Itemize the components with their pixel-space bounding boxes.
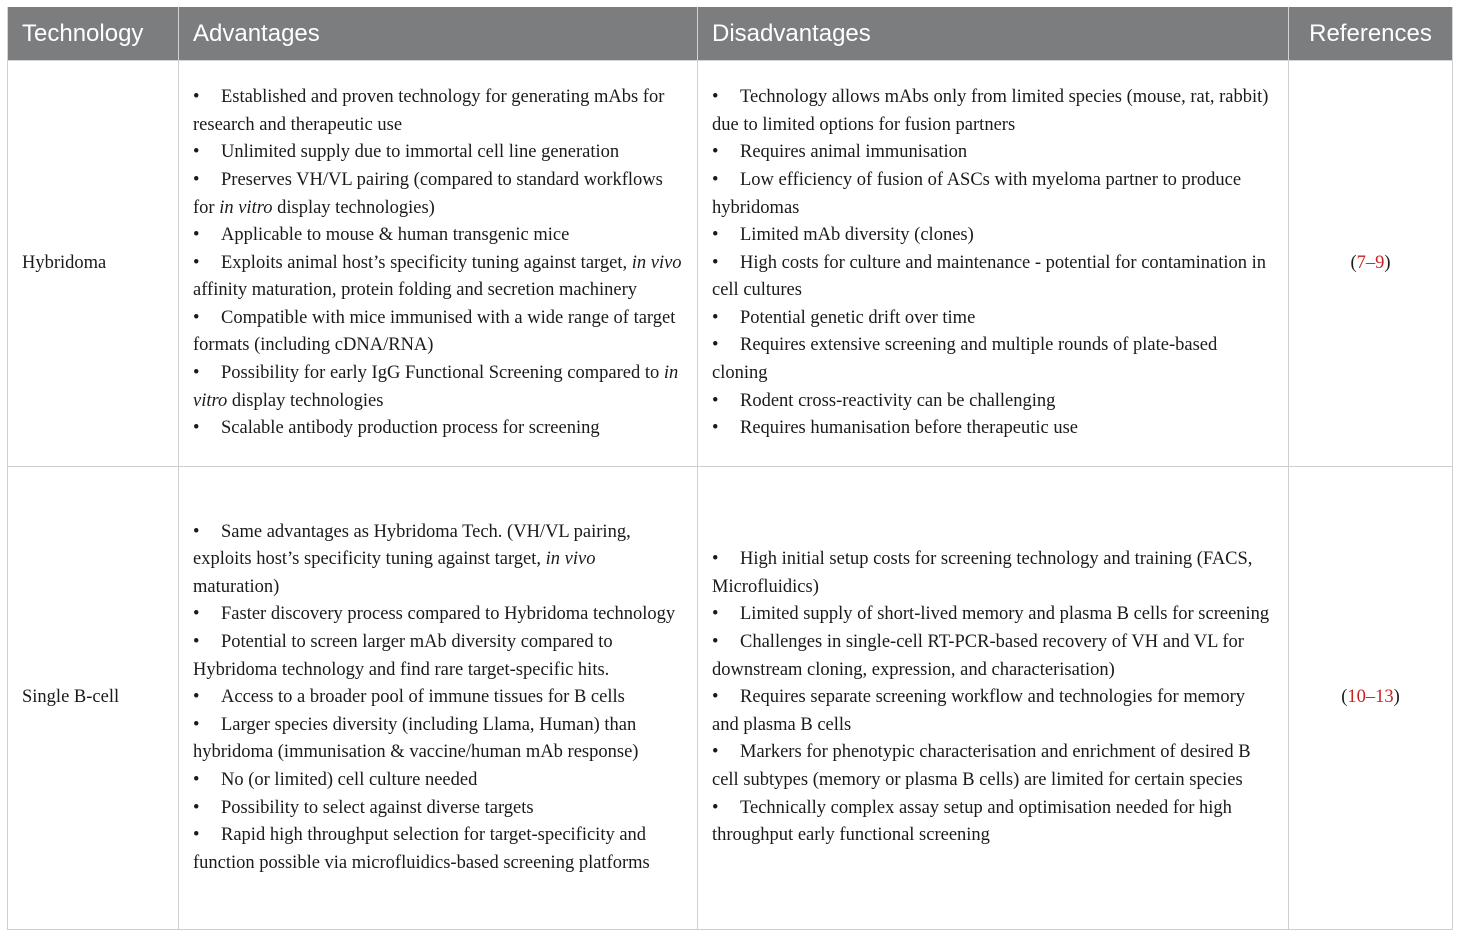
list-item: • Limited supply of short-lived memory and plasma B cells for screening <box>712 604 1270 625</box>
list-item: • Low efficiency of fusion of ASCs with myeloma partner to produce hybridomas <box>712 169 1242 218</box>
list-item: • Markers for phenotypic characterisation and enrichment of desired B cell subtypes (memory or plasma B cells) are limited for certain species <box>712 742 1251 790</box>
reference-link[interactable]: 10–13 <box>1347 687 1394 708</box>
list-item: • Requires extensive screening and multiple rounds of plate-based cloning <box>712 335 1218 384</box>
list-item: • Possibility to select against diverse targets <box>193 797 534 818</box>
list-item: • Unlimited supply due to immortal cell line generation <box>193 142 620 163</box>
list-item: • Possibility for early IgG Functional Screening compared to in vitro display technologies <box>193 363 679 411</box>
advantages-cell <box>179 61 698 467</box>
list-item: • Larger species diversity (including Llama, Human) than hybridoma (immunisation & vaccine/human mAb response) <box>193 714 639 763</box>
list-item: • Preserves VH/VL pairing (compared to standard workflows for in vitro display technologies) <box>193 169 663 218</box>
table-header <box>8 7 1453 61</box>
list-item: • High initial setup costs for screening technology and training (FACS, Microfluidics) <box>712 549 1253 597</box>
list-item: • Technically complex assay setup and optimisation needed for high throughput early functional screening <box>712 797 1232 846</box>
list-item: • Faster discovery process compared to Hybridoma technology <box>193 604 676 625</box>
advantages-cell <box>179 467 698 930</box>
reference-link[interactable]: 7–9 <box>1356 252 1385 273</box>
references-cell: (7–9) <box>1289 61 1453 467</box>
list-item: • Requires animal immunisation <box>712 142 968 163</box>
list-item: • Technology allows mAbs only from limited species (mouse, rat, rabbit) due to limited options for fusion partners <box>712 87 1269 135</box>
list-item: • Same advantages as Hybridoma Tech. (VH/VL pairing, exploits host’s specificity tuning against target, in vivo maturation) <box>193 521 631 597</box>
list-item: • Applicable to mouse & human transgenic mice <box>193 225 570 246</box>
list-item: • Access to a broader pool of immune tissues for B cells <box>193 687 625 708</box>
header-advantages: Advantages <box>179 7 698 61</box>
list-item: • Compatible with mice immunised with a wide range of target formats (including cDNA/RNA) <box>193 307 676 356</box>
list-item: • Requires humanisation before therapeutic use <box>712 418 1079 439</box>
technology-cell: Hybridoma <box>8 61 179 467</box>
header-row <box>8 7 1453 61</box>
list-item: • Potential genetic drift over time <box>712 307 976 328</box>
list-item: • Rapid high throughput selection for target-specificity and function possible via microfluidics-based screening platforms <box>193 825 650 873</box>
header-disadvantages: Disadvantages <box>698 7 1289 61</box>
comparison-table <box>7 7 1453 930</box>
disadvantages-cell <box>698 61 1289 467</box>
advantages-list <box>193 519 683 878</box>
header-references: References <box>1289 7 1453 61</box>
list-item: • Scalable antibody production process for screening <box>193 418 600 439</box>
list-item: • Potential to screen larger mAb diversity compared to Hybridoma technology and find rare target-specific hits. <box>193 632 613 680</box>
disadvantages-cell <box>698 467 1289 930</box>
header-technology: Technology <box>8 7 179 61</box>
advantages-list <box>193 84 683 443</box>
list-item: • Requires separate screening workflow and technologies for memory and plasma B cells <box>712 687 1245 735</box>
disadvantages-list <box>712 546 1274 850</box>
references-cell: (10–13) <box>1289 467 1453 930</box>
list-item: • No (or limited) cell culture needed <box>193 769 478 790</box>
list-item: • Challenges in single-cell RT-PCR-based recovery of VH and VL for downstream cloning, expression, and characterisation) <box>712 632 1244 680</box>
table-row-hybridoma <box>8 61 1453 467</box>
list-item: • Established and proven technology for generating mAbs for research and therapeutic use <box>193 87 665 135</box>
table-row-single-b-cell <box>8 467 1453 930</box>
disadvantages-list <box>712 84 1274 443</box>
list-item: • Rodent cross-reactivity can be challenging <box>712 390 1056 411</box>
technology-cell: Single B-cell <box>8 467 179 930</box>
list-item: • Exploits animal host’s specificity tuning against target, in vivo affinity maturation, protein folding and secretion machinery <box>193 252 682 301</box>
list-item: • Limited mAb diversity (clones) <box>712 225 974 246</box>
list-item: • High costs for culture and maintenance - potential for contamination in cell cultures <box>712 252 1267 301</box>
